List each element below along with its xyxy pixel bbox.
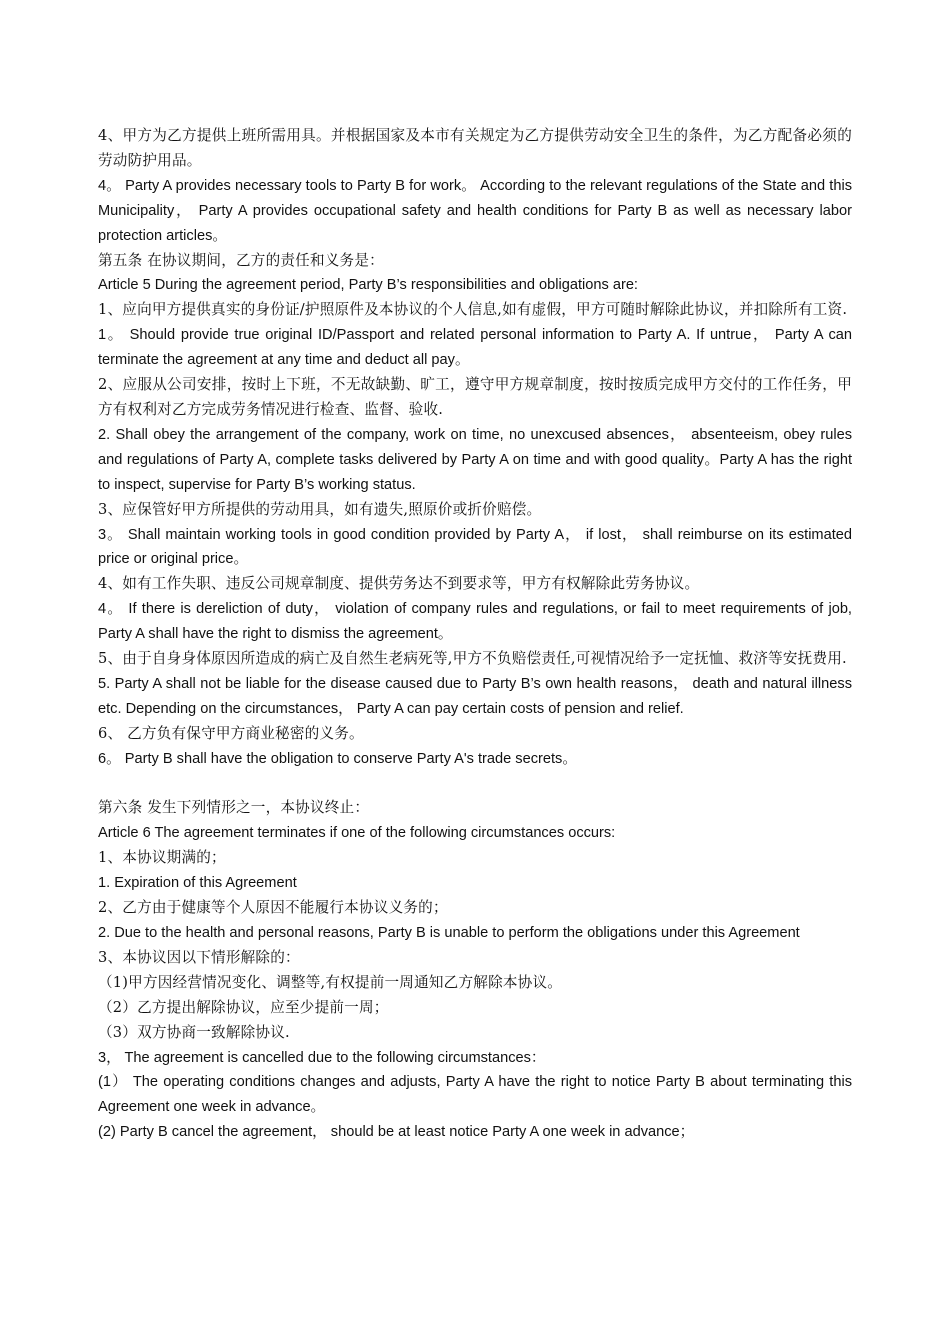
paragraph-en-article6-item3-sub2: (2) Party B cancel the agreement， should be at least notice Party A one week in advance；	[98, 1124, 695, 1141]
paragraph-en-article6-item2: 2. Due to the health and personal reasons, Party B is unable to perform the obligations under this Agreement	[98, 924, 800, 941]
paragraph-zh-article6-item3-sub3: （3）双方协商一致解除协议.	[98, 1023, 290, 1041]
paragraph-en-article6-item3: 3， The agreement is cancelled due to the following circumstances：	[98, 1049, 546, 1066]
paragraph-en-article6-item1: 1. Expiration of this Agreement	[98, 875, 297, 892]
paragraph-zh-article5-item4: 4、如有工作失职、违反公司规章制度、提供劳务达不到要求等，甲方有权解除此劳务协议。	[98, 575, 700, 593]
paragraph-zh-article5-item5: 5、由于自身身体原因所造成的病亡及自然生老病死等,甲方不负赔偿责任,可视情况给予一定抚恤、救济等安抚费用.	[98, 650, 847, 668]
heading-zh-article5: 第五条 在协议期间，乙方的责任和义务是：	[98, 251, 384, 269]
heading-en-article5: Article 5 During the agreement period, Party B’s responsibilities and obligations are:	[98, 277, 638, 294]
heading-en-article6: Article 6 The agreement terminates if one of the following circumstances occurs:	[98, 825, 616, 842]
paragraph-en-article5-item3: 3。 Shall maintain working tools in good condition provided by Party A， if lost， shall reimburse on its estimated price or original price。	[98, 526, 852, 568]
paragraph-en-article6-item3-sub1: (1） The operating conditions changes and adjusts, Party A have the right to notice Party B about terminating this Agreement one week in advance。	[98, 1074, 852, 1116]
paragraph-en-article4-item4: 4。 Party A provides necessary tools to Party B for work。 According to the relevant regulations of the State and this Municipality， Party A provides occupational safety and health conditions for Party B as well as necessary labor protection articles。	[98, 177, 852, 244]
paragraph-zh-article6-item3-sub2: （2）乙方提出解除协议，应至少提前一周；	[98, 998, 389, 1016]
paragraph-spacer	[98, 772, 852, 797]
paragraph-zh-article5-item1: 1、应向甲方提供真实的身份证/护照原件及本协议的个人信息,如有虚假，甲方可随时解除此协议，并扣除所有工资.	[98, 301, 848, 319]
paragraph-zh-article6-item1: 1、本协议期满的；	[98, 849, 226, 867]
document-page	[98, 124, 852, 1145]
paragraph-en-article5-item6: 6。 Party B shall have the obligation to conserve Party A's trade secrets。	[98, 750, 577, 767]
paragraph-en-article5-item4: 4。 If there is dereliction of duty， violation of company rules and regulations, or fail to meet requirements of job, Party A shall have the right to dismiss the agreement。	[98, 601, 852, 643]
paragraph-zh-article6-item3: 3、本协议因以下情形解除的：	[98, 948, 300, 966]
paragraph-zh-article5-item2: 2、应服从公司安排，按时上下班，不无故缺勤、旷工，遵守甲方规章制度，按时按质完成甲方交付的工作任务，甲方有权利对乙方完成劳务情况进行检查、监督、验收.	[98, 376, 852, 418]
paragraph-zh-article5-item3: 3、应保管好甲方所提供的劳动用具，如有遗失,照原价或折价赔偿。	[98, 500, 542, 518]
paragraph-en-article5-item5: 5. Party A shall not be liable for the disease caused due to Party B’s own health reasons， death and natural illness etc. Depending on the circumstances， Party A can pay certain costs of pension and relief.	[98, 675, 852, 717]
paragraph-zh-article4-item4: 4、甲方为乙方提供上班所需用具。并根据国家及本市有关规定为乙方提供劳动安全卫生的条件，为乙方配备必须的劳动防护用品。	[98, 127, 852, 169]
heading-zh-article6: 第六条 发生下列情形之一，本协议终止：	[98, 799, 370, 817]
paragraph-zh-article6-item3-sub1: （1)甲方因经营情况变化、调整等,有权提前一周通知乙方解除本协议。	[98, 973, 563, 991]
paragraph-zh-article5-item6: 6、 乙方负有保守甲方商业秘密的义务。	[98, 724, 364, 742]
paragraph-en-article5-item2: 2. Shall obey the arrangement of the company, work on time, no unexcused absences， absenteeism, obey rules and regulations of Party A, complete tasks delivered by Party A on time and with good quality。Party A has the right to inspect, supervise for Party B’s working status.	[98, 426, 852, 493]
paragraph-en-article5-item1: 1。 Should provide true original ID/Passport and related personal information to Party A. If untrue， Party A can terminate the agreement at any time and deduct all pay。	[98, 327, 852, 369]
paragraph-zh-article6-item2: 2、乙方由于健康等个人原因不能履行本协议义务的；	[98, 899, 448, 917]
